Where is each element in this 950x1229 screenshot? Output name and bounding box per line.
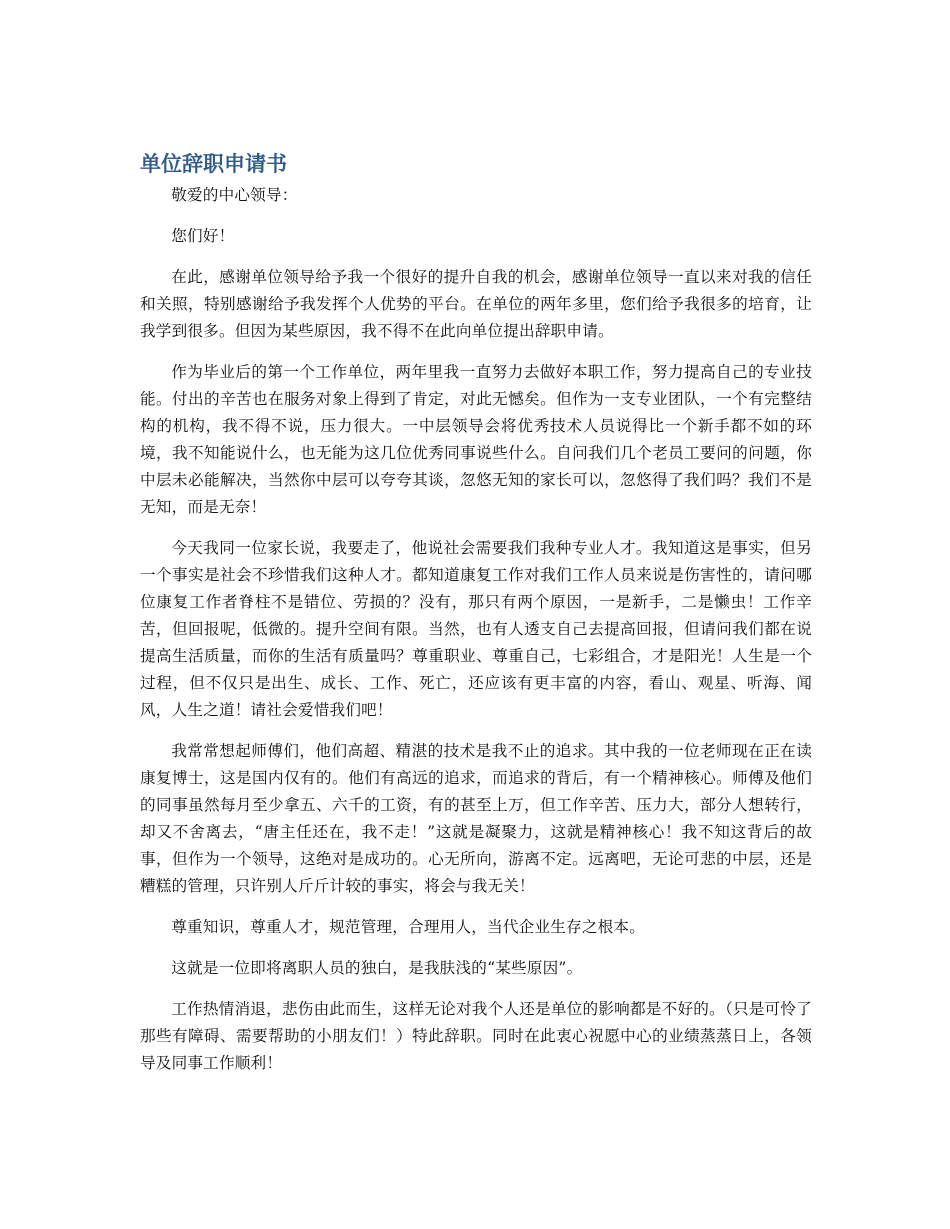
- document-title: 单位辞职申请书: [140, 152, 287, 176]
- body-paragraph-4: 我常常想起师傅们，他们高超、精湛的技术是我不止的追求。其中我的一位老师现在正在读康复博士，这是国内仅有的。他们有高远的追求，而追求的背后，有一个精神核心。师傅及他们的同事虽然每月至少拿五、六千的工资，有的甚至上万，但工作辛苦、压力大，部分人想转行，却又不舍离去，“唐主任还在，我不走！”这就是凝聚力，这就是精神核心！我不知这背后的故事，但作为一个领导，这绝对是成功的。心无所向，游离不定。远离吧，无论可悲的中层，还是糟糕的管理，只许别人斤斤计较的事实，将会与我无关！: [140, 742, 812, 895]
- body-paragraph-5: 尊重知识，尊重人才，规范管理，合理用人，当代企业生存之根本。: [171, 918, 646, 936]
- document-page: [140, 150, 812, 1091]
- body-paragraph-2: 作为毕业后的第一个工作单位，两年里我一直努力去做好本职工作，努力提高自己的专业技能。付出的辛苦也在服务对象上得到了肯定，对此无憾矣。但作为一支专业团队，一个有完整结构的机构，我不得不说，压力很大。一中层领导会将优秀技术人员说得比一个新手都不如的环境，我不知能说什么，也无能为这几位优秀同事说些什么。自问我们几个老员工要问的问题，你中层未必能解决，当然你中层可以夸夸其谈，忽悠无知的家长可以，忽悠得了我们吗？我们不是无知，而是无奈！: [140, 363, 812, 516]
- body-paragraph-1: 在此，感谢单位领导给予我一个很好的提升自我的机会，感谢单位领导一直以来对我的信任和关照，特别感谢给予我发挥个人优势的平台。在单位的两年多里，您们给予我很多的培育，让我学到很多。但因为某些原因，我不得不在此向单位提出辞职申请。: [140, 268, 812, 340]
- salutation: 敬爱的中心领导：: [171, 186, 298, 204]
- body-paragraph-3: 今天我同一位家长说，我要走了，他说社会需要我们我种专业人才。我知道这是事实，但另一个事实是社会不珍惜我们这种人才。都知道康复工作对我们工作人员来说是伤害性的，请问哪位康复工作者脊柱不是错位、劳损的？没有，那只有两个原因，一是新手，二是懒虫！工作辛苦，但回报呢，低微的。提升空间有限。当然，也有人透支自己去提高回报，但请问我们都在说提高生活质量，而你的生活有质量吗？尊重职业、尊重自己，七彩组合，才是阳光！人生是一个过程，但不仅只是出生、成长、工作、死亡，还应该有更丰富的内容，看山、观星、听海、闻风，人生之道！请社会爱惜我们吧！: [140, 539, 812, 719]
- body-paragraph-6: 这就是一位即将离职人员的独白，是我肤浅的“某些原因”。: [171, 959, 583, 977]
- closing-paragraph: 工作热情消退，悲伤由此而生，这样无论对我个人还是单位的影响都是不好的。（只是可怜了那些有障碍、需要帮助的小朋友们！）特此辞职。同时在此衷心祝愿中心的业绩蒸蒸日上，各领导及同事工作顺利！: [140, 1000, 812, 1072]
- greeting: 您们好！: [171, 227, 235, 245]
